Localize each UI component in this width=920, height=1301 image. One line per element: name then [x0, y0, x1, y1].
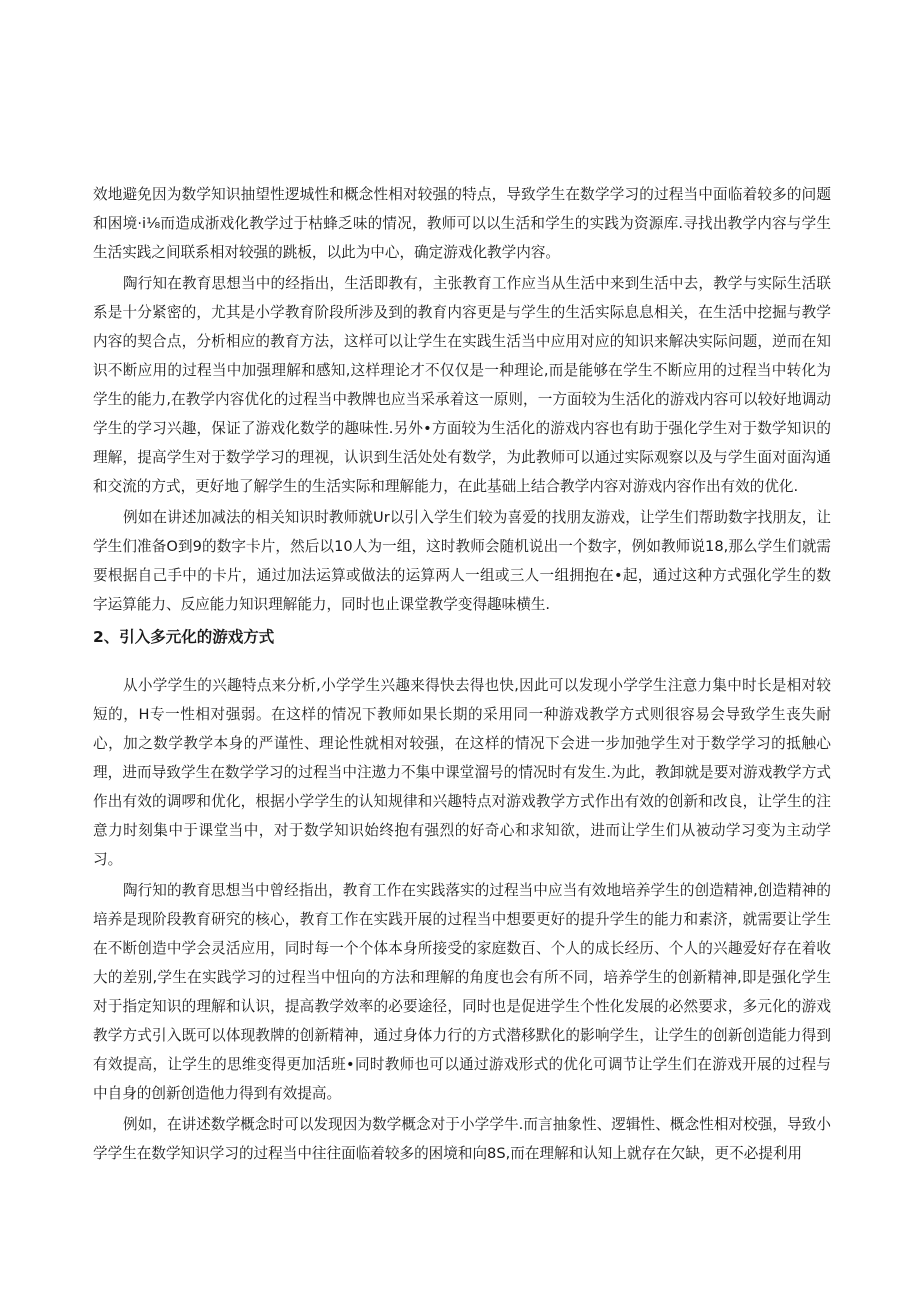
paragraph-tao-xingzhi-life-education: 陶行知在教育思想当中的经指出，生活即教有，主张教育工作应当从生活中来到生活中去，教学与实际生活联系是十分紧密的，尤其是小学教育阶段所涉及到的教育内容更是与学生的生活实际息息相关，在生活中挖掘与教学内容的契合点，分析相应的教育方法，这样可以让学生在实践生活当中应用对应的知识来解决实际问题，逆而在知识不断应用的过程当中加强理解和感知,这样理论才不仅仅是一种理论,而是能够在学生不断应用的过程当中转化为学生的能力,在教学内容优化的过程当中教牌也应当采承着这一原则，一方面较为生活化的游戏内容可以较好地调动学生的学习兴趣，保证了游戏化数学的趣味性.另外•方面较为生活化的游戏内容也有助于强化学生对于数学知识的理解，提高学生对于数学学习的理视，认识到生活处处有数学，为此教师可以通过实际观察以及与学生面对面沟通和交流的方式，更好地了解学生的生活实际和理解能力，在此基础上结合教学内容对游戏内容作出有效的优化. — [93, 275, 831, 495]
paragraph-concept-example: 例如，在讲述数学概念时可以发现因为数学概念对于小学学牛.而言抽象性、逻辑性、概念性相对校强，导致小学学生在数学知识学习的过程当中往往面临着较多的困境和向8S,而在理解和认知上就存在欠缺，更不必提利用 — [93, 1116, 831, 1162]
document-body — [93, 180, 831, 1170]
paragraph-interest-analysis: 从小学学生的兴趣特点来分析,小学学生兴趣来得快去得也快,因此可以发现小学学生注意力集中时长是相对较短的，H专一性相对强弱。在这样的情况下教师如果长期的采用同一种游戏教学方式则很容易会导致学生丧失耐心，加之数学教学本身的严谨性、理论性就相对较强，在这样的情况下会进一步加弛学生对于数学学习的抵触心理，进而导致学生在数学学习的过程当中注遨力不集中课堂溜号的情况时有发生.为此，教卸就是要对游戏教学方式作出有效的调啰和优化，根据小学学生的认知规律和兴趣特点对游戏教学方式作出有效的创新和改良，让学生的注意力时刻集中于课堂当中，对于数学知识始终抱有强烈的好奇心和求知欲，进而让学生们从被动学习变为主动学习。 — [93, 677, 831, 868]
paragraph-addition-example: 例如在讲述加减法的相关知识时教师就Ur以引入学生们较为喜爱的找朋友游戏，让学生们帮助数字找朋友，让学生们准备O到9的数字卡片，然后以10人为一组，这时教师会随机说出一个数字，例如教师说18,那么学生们就需要根据自己手中的卡片，通过加法运算或做法的运算两人一组或三人一组拥抱在•起，通过这种方式强化学生的数字运算能力、反应能力知识理解能力，同时也止课堂教学变得趣味横生. — [93, 509, 831, 613]
section-heading: 2、引入多元化的游戏方式 — [93, 628, 275, 646]
paragraph-continuation: 效地避免因为数学知识抽望性逻城性和概念性相对较强的特点，导致学生在数学学习的过程当中面临着较多的问题和困境·i⅛而造成浙戏化教学过于枯蜂乏味的情况，教师可以以生活和学生的实践为资源库.寻找出教学内容与学生生活实践之间联系相对较强的跳板，以此为中心，确定游戏化教学内容。 — [93, 186, 831, 261]
paragraph-creative-spirit: 陶行知的教育思想当中曾经指出，教育工作在实践落实的过程当中应当有效地培养学生的创造精神,创造精神的培养是现阶段教育研究的核心，教育工作在实践开展的过程当中想要更好的提升学生的能力和素济，就需要让学生在不断创造中学会灵活应用，同时每一个个体本身所接受的家庭数百、个人的成长经历、个人的兴趣爱好存在着收大的差别,学生在实践学习的过程当中忸向的方法和理解的角度也会有所不同，培养学生的创新精神,即是强化学生对于指定知识的理解和认识，提高教学效率的必要途径，同时也是促进学生个性化发展的必然要求，多元化的游戏教学方式引入既可以体现教牌的创新精神，通过身体力行的方式潜移默化的影响学生，让学生的创新创造能力得到有效提高，让学生的思维变得更加活班•同时教师也可以通过游戏形式的优化可调节让学生们在游戏开展的过程与中自身的创新创造他力得到有效提高。 — [93, 882, 831, 1102]
